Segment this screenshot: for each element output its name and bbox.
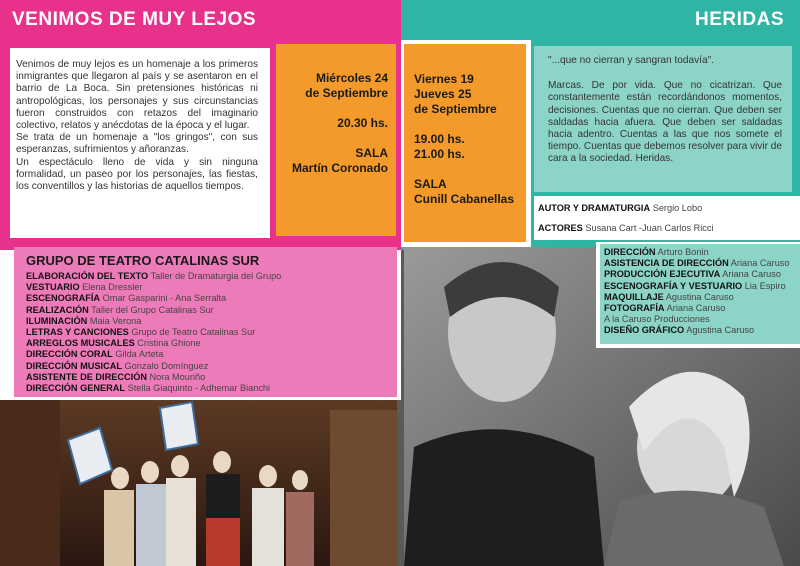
credit-row: ARREGLOS MUSICALES Cristina Ghione [26,338,201,349]
right-credits-list [604,247,796,337]
right-title: HERIDAS [694,9,784,30]
left-intro-p2: Se trata de un homenaje a "los gringos", con sus esperanzas, sufrimientos y añoranzas. [16,132,258,156]
left-title: VENIMOS DE MUY LEJOS [12,9,257,30]
right-text-panel [534,46,792,192]
right-text: Marcas. De por vida. Que no cicatrizan. Que constantemente están recordándonos momentos, decisiones. Cuentas que no cierran. Que deben ser saldadas hacia afuera. Que deben ser saldadas hacia adentro. Cuentas a las que nos somete el tiempo. Cuentas que debemos resolver para vivir de cara a la sociedad. Heridas. [548,80,782,165]
actors-row: ACTORES Susana Cart -Juan Carlos Ricci [538,223,714,234]
left-intro-p3: Un espectáculo lleno de vida y sin ninguna formalidad, un paseo por los personajes, las fiestas, los conventillos y las historias de aquellos tiempos. [16,156,258,193]
credit-row: DIRECCIÓN MUSICAL Gonzalo Domínguez [26,360,209,371]
right-schedule-box [404,44,526,242]
left-credits-list [26,271,387,394]
right-header [401,0,800,40]
credit-row: PRODUCCIÓN EJECUTIVA Ariana Caruso [604,269,781,280]
right-quote: "...que no cierran y sangran todavía". [548,55,714,66]
right-schedule-sala-name: Cunill Cabanellas [414,192,515,206]
credit-row: A la Caruso Producciones [604,314,710,325]
credit-row: ELABORACIÓN DEL TEXTO Taller de Dramaturgia del Grupo [26,271,282,281]
stage-photo [0,400,397,566]
right-credits-panel [600,244,800,344]
credit-row: ESCENOGRAFÍA Omar Gasparini - Ana Serralta [26,293,227,304]
left-schedule-time: 20.30 hs. [337,116,388,130]
credit-row: DIRECCIÓN GENERAL Stella Giaquinto - Adhemar Bianchi [26,383,271,394]
right-author-box [534,196,800,240]
left-schedule-day: Miércoles 24 [315,71,388,85]
left-intro-card [10,48,270,238]
credit-row: LETRAS Y CANCIONES Grupo de Teatro Catalinas Sur [26,327,256,338]
credit-row: ASISTENTE DE DIRECCIÓN Nora Mouriño [26,371,206,382]
credit-row: ASISTENCIA DE DIRECCIÓN Ariana Caruso [604,258,790,269]
author-row: AUTOR Y DRAMATURGIA Sergio Lobo [538,203,703,213]
left-intro-p1: Venimos de muy lejos es un homenaje a los primeros inmigrantes que llegaron al país y se asentaron en el barrio de La Boca. Sin pretensiones históricas ni antropológicas, los personajes y sus circunstancias fueron construidos con retazos del imaginario colectivo, relatos y anécdotas de la época y el lugar. [16,59,258,132]
credit-row: DISEÑO GRÁFICO Agustina Caruso [604,325,755,336]
credit-row: DIRECCIÓN CORAL Gilda Arteta [26,349,164,360]
left-schedule-sala-label: SALA [355,146,388,160]
right-schedule-time1: 19.00 hs. [414,132,465,146]
right-schedule-day2: Jueves 25 [414,87,472,101]
credit-row: ESCENOGRAFÍA Y VESTUARIO Lia Espiro [604,280,786,291]
credit-row: MAQUILLAJE Agustina Caruso [604,291,734,302]
right-schedule-sala-label: SALA [414,177,447,191]
credit-row: VESTUARIO Elena Dressler [26,282,143,293]
left-schedule-sala-name: Martín Coronado [292,161,388,175]
right-schedule-month: de Septiembre [414,102,497,116]
right-schedule-time2: 21.00 hs. [414,147,465,161]
left-credits-panel [14,247,397,397]
credit-row: REALIZACIÓN Taller del Grupo Catalinas Sur [26,304,214,315]
credit-row: DIRECCIÓN Arturo Bonin [604,247,709,257]
credit-row: FOTOGRAFÍA Ariana Caruso [604,303,726,314]
credit-row: ILUMINACIÓN Maia Verona [26,315,142,326]
left-schedule-month: de Septiembre [305,86,388,100]
right-schedule-day1: Viernes 19 [414,72,474,86]
left-schedule-box [276,44,396,236]
left-header [0,0,401,40]
group-title: GRUPO DE TEATRO CATALINAS SUR [26,253,260,268]
